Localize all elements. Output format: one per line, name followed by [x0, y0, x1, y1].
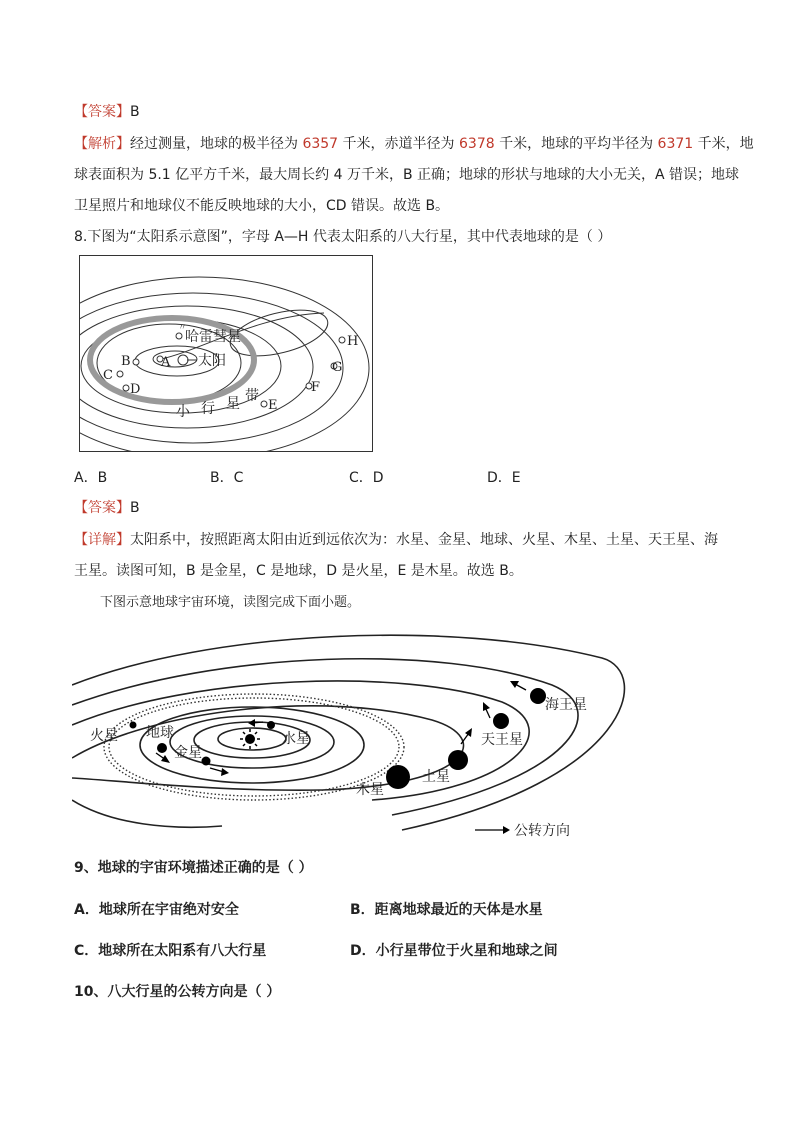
analysis-text: 千米，地球的平均半径为 — [494, 136, 658, 152]
label-uranus: 天王星 — [481, 732, 523, 748]
label-neptune: 海王星 — [545, 697, 587, 713]
group-intro: 下图示意地球宇宙环境，读图完成下面小题。 — [100, 595, 361, 610]
belt-char-4: 带 — [245, 388, 259, 404]
q9-option-d[interactable]: D．小行星带位于火星和地球之间 — [350, 943, 558, 959]
planet-c-marker — [117, 371, 123, 377]
legend-arrow-icon — [475, 826, 510, 834]
letter-a: A — [161, 355, 171, 370]
letter-g: G — [332, 360, 343, 375]
q8-detail-line-1 — [74, 530, 718, 550]
analysis-tag: 【解析】 — [74, 136, 130, 152]
analysis-text: 千米，赤道半径为 — [338, 136, 459, 152]
letter-h: H — [347, 334, 359, 349]
jupiter-marker — [386, 765, 410, 789]
halley-comet-marker — [176, 333, 182, 339]
mean-radius: 6371 — [657, 136, 694, 152]
uranus-marker — [493, 713, 509, 729]
q8-option-d[interactable]: D．E — [487, 470, 521, 486]
planet-e-marker — [261, 401, 267, 407]
earth-marker — [157, 743, 167, 753]
analysis-text: 经过测量，地球的极半径为 — [130, 136, 303, 152]
q9-option-b[interactable]: B．距离地球最近的天体是水星 — [350, 902, 543, 918]
label-saturn: 土星 — [422, 769, 450, 785]
label-jupiter: 木星 — [356, 782, 384, 798]
mercury-marker — [267, 721, 275, 729]
neptune-marker — [530, 688, 546, 704]
venus-marker — [202, 757, 211, 766]
planet-h-marker — [339, 337, 345, 343]
q8-answer-line — [74, 498, 140, 518]
q9-option-a[interactable]: A．地球所在宇宙绝对安全 — [74, 902, 239, 918]
label-venus: 金星 — [174, 745, 202, 761]
equatorial-radius: 6378 — [459, 136, 495, 152]
letter-d: D — [130, 382, 141, 397]
comet-tail-icon: 〃 — [178, 323, 188, 333]
saturn-marker — [448, 750, 468, 770]
q8-question: 8.下图为“太阳系示意图”，字母 A—H 代表太阳系的八大行星，其中代表地球的是（ ） — [74, 229, 612, 245]
q7-analysis-line-2: 球表面积为 5.1 亿平方千米，最大周长约 4 万千米，B 正确；地球的形状与地球的大小无关，A 错误；地球 — [74, 167, 740, 183]
q8-option-c[interactable]: C．D — [349, 470, 384, 486]
sun-icon — [178, 355, 188, 365]
q9-option-c[interactable]: C．地球所在太阳系有八大行星 — [74, 943, 267, 959]
answer-tag: 【答案】 — [74, 104, 130, 120]
belt-char-2: 行 — [201, 401, 215, 417]
q10-question: 10、八大行星的公转方向是（ ） — [74, 984, 281, 1000]
mars-marker — [130, 722, 137, 729]
answer-value: B — [130, 104, 140, 120]
answer-tag: 【答案】 — [74, 500, 130, 516]
label-mercury: 水星 — [282, 731, 310, 747]
sun-label: 太阳 — [198, 353, 226, 369]
belt-char-3: 星 — [226, 396, 240, 412]
halley-label: 哈雷彗星 — [185, 329, 241, 345]
letter-f: F — [311, 380, 321, 395]
detail-tag: 【详解】 — [74, 532, 130, 548]
q8-detail-line-2: 王星。读图可知，B 是金星，C 是地球，D 是火星，E 是木星。故选 B。 — [74, 563, 523, 579]
planet-d-marker — [123, 385, 129, 391]
label-mars: 火星 — [90, 728, 118, 744]
label-earth: 地球 — [146, 725, 174, 741]
q7-analysis-line-1 — [74, 134, 754, 154]
q8-option-b[interactable]: B．C — [210, 470, 244, 486]
planet-b-marker — [133, 359, 139, 365]
letter-e: E — [268, 398, 278, 413]
q9-question: 9、地球的宇宙环境描述正确的是（ ） — [74, 860, 313, 876]
solar-system-diagram — [79, 255, 373, 452]
q7-answer-line — [74, 102, 140, 122]
q8-option-a[interactable]: A．B — [74, 470, 108, 486]
sun-icon — [240, 729, 260, 749]
analysis-text: 千米，地 — [693, 136, 754, 152]
answer-value: B — [130, 500, 140, 516]
belt-char-1: 小 — [176, 404, 190, 420]
detail-text: 太阳系中，按照距离太阳由近到远依次为：水星、金星、地球、火星、木星、土星、天王星、海 — [130, 532, 718, 548]
earth-cosmic-environment-diagram — [72, 630, 672, 845]
letter-c: C — [103, 368, 113, 383]
q7-analysis-line-3: 卫星照片和地球仪不能反映地球的大小，CD 错误。故选 B。 — [74, 198, 450, 214]
polar-radius: 6357 — [302, 136, 339, 152]
letter-b: B — [121, 354, 131, 369]
legend-label: 公转方向 — [514, 823, 570, 839]
